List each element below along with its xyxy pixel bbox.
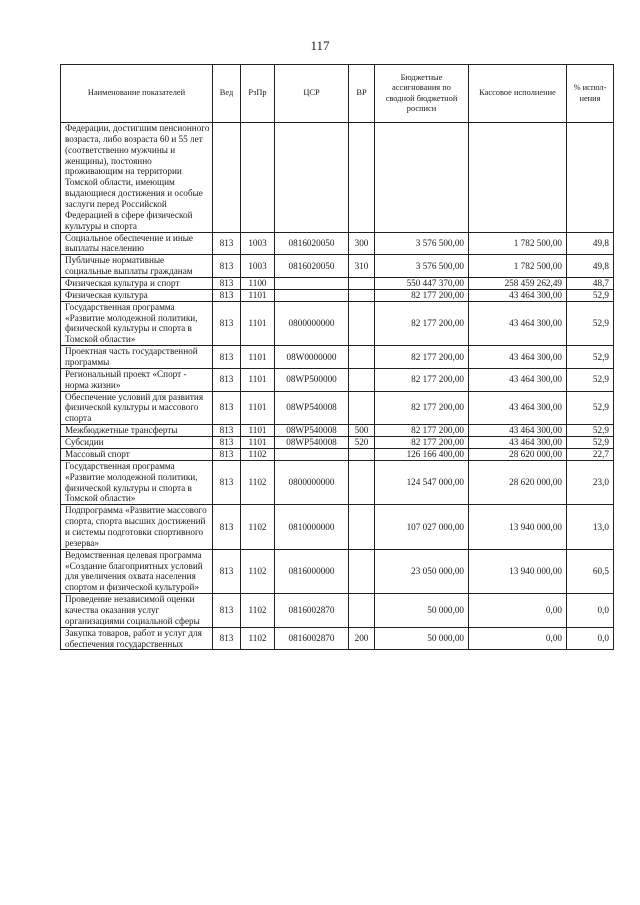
cell-rzpr: 1101 xyxy=(241,425,275,437)
cell-budget: 82 177 200,00 xyxy=(375,437,469,449)
cell-budget: 126 166 400,00 xyxy=(375,448,469,460)
cell-rzpr: 1102 xyxy=(241,549,275,593)
cell-name: Региональный проект «Спорт - норма жизни» xyxy=(61,368,213,391)
cell-vr xyxy=(349,346,375,369)
cell-csr: 0816002870 xyxy=(275,594,349,628)
table-row xyxy=(61,368,614,391)
table-row xyxy=(61,346,614,369)
cell-rzpr: 1101 xyxy=(241,391,275,425)
header-name: Наименование показателей xyxy=(61,65,213,123)
cell-percent: 52,9 xyxy=(567,301,614,345)
cell-ved: 813 xyxy=(213,505,241,549)
cell-budget: 124 547 000,00 xyxy=(375,460,469,504)
table-row xyxy=(61,425,614,437)
cell-ved: 813 xyxy=(213,391,241,425)
cell-budget: 23 050 000,00 xyxy=(375,549,469,593)
header-rzpr: РзПр xyxy=(241,65,275,123)
cell-ved: 813 xyxy=(213,368,241,391)
cell-vr xyxy=(349,594,375,628)
table-row xyxy=(61,437,614,449)
cell-cash: 43 464 300,00 xyxy=(469,437,567,449)
cell-percent xyxy=(567,123,614,233)
cell-rzpr: 1003 xyxy=(241,255,275,278)
cell-name: Публичные нормативные социальные выплаты гражданам xyxy=(61,255,213,278)
cell-cash: 28 620 000,00 xyxy=(469,460,567,504)
cell-percent: 52,9 xyxy=(567,437,614,449)
cell-percent: 0,0 xyxy=(567,594,614,628)
cell-rzpr: 1102 xyxy=(241,627,275,650)
cell-csr: 08WP500000 xyxy=(275,368,349,391)
cell-cash: 258 459 262,49 xyxy=(469,278,567,290)
cell-csr: 0800000000 xyxy=(275,301,349,345)
cell-vr xyxy=(349,289,375,301)
table-row xyxy=(61,255,614,278)
cell-ved: 813 xyxy=(213,594,241,628)
cell-ved: 813 xyxy=(213,346,241,369)
cell-csr: 0816000000 xyxy=(275,549,349,593)
cell-rzpr: 1101 xyxy=(241,346,275,369)
cell-cash: 28 620 000,00 xyxy=(469,448,567,460)
cell-vr: 500 xyxy=(349,425,375,437)
cell-cash: 1 782 500,00 xyxy=(469,255,567,278)
cell-ved: 813 xyxy=(213,289,241,301)
cell-ved xyxy=(213,123,241,233)
header-csr: ЦСР xyxy=(275,65,349,123)
cell-cash: 43 464 300,00 xyxy=(469,301,567,345)
cell-vr xyxy=(349,505,375,549)
cell-budget: 82 177 200,00 xyxy=(375,301,469,345)
cell-vr xyxy=(349,549,375,593)
cell-cash: 43 464 300,00 xyxy=(469,368,567,391)
cell-percent: 52,9 xyxy=(567,425,614,437)
cell-percent: 52,9 xyxy=(567,368,614,391)
table-row xyxy=(61,391,614,425)
table-row xyxy=(61,594,614,628)
cell-budget: 3 576 500,00 xyxy=(375,255,469,278)
cell-vr xyxy=(349,391,375,425)
cell-percent: 52,9 xyxy=(567,289,614,301)
cell-budget: 82 177 200,00 xyxy=(375,368,469,391)
cell-budget: 82 177 200,00 xyxy=(375,346,469,369)
cell-vr xyxy=(349,448,375,460)
cell-name: Социальное обеспечение и иные выплаты населению xyxy=(61,232,213,255)
cell-budget: 3 576 500,00 xyxy=(375,232,469,255)
cell-rzpr: 1102 xyxy=(241,594,275,628)
header-vr: ВР xyxy=(349,65,375,123)
cell-name: Проектная часть государственной программы xyxy=(61,346,213,369)
cell-budget xyxy=(375,123,469,233)
table-row xyxy=(61,505,614,549)
cell-vr: 310 xyxy=(349,255,375,278)
cell-csr: 0816020050 xyxy=(275,255,349,278)
cell-cash: 43 464 300,00 xyxy=(469,346,567,369)
cell-cash: 0,00 xyxy=(469,627,567,650)
cell-percent: 52,9 xyxy=(567,391,614,425)
cell-rzpr: 1101 xyxy=(241,289,275,301)
cell-vr xyxy=(349,368,375,391)
cell-csr: 08W0000000 xyxy=(275,346,349,369)
cell-cash: 43 464 300,00 xyxy=(469,425,567,437)
cell-vr: 200 xyxy=(349,627,375,650)
cell-rzpr: 1101 xyxy=(241,437,275,449)
cell-name: Подпрограмма «Развитие массового спорта, спорта высших достижений и системы подготовки спортивного резерва» xyxy=(61,505,213,549)
cell-cash: 1 782 500,00 xyxy=(469,232,567,255)
cell-vr xyxy=(349,301,375,345)
cell-csr: 08WP540008 xyxy=(275,391,349,425)
cell-csr xyxy=(275,289,349,301)
cell-percent: 48,7 xyxy=(567,278,614,290)
cell-vr: 300 xyxy=(349,232,375,255)
cell-ved: 813 xyxy=(213,627,241,650)
cell-name: Обеспечение условий для развития физической культуры и массового спорта xyxy=(61,391,213,425)
cell-name: Физическая культура и спорт xyxy=(61,278,213,290)
cell-ved: 813 xyxy=(213,278,241,290)
cell-csr: 0810000000 xyxy=(275,505,349,549)
cell-percent: 23,0 xyxy=(567,460,614,504)
cell-name: Физическая культура xyxy=(61,289,213,301)
cell-vr xyxy=(349,123,375,233)
cell-percent: 22,7 xyxy=(567,448,614,460)
cell-csr: 08WP540008 xyxy=(275,437,349,449)
cell-budget: 82 177 200,00 xyxy=(375,289,469,301)
table-row xyxy=(61,448,614,460)
table-row xyxy=(61,232,614,255)
cell-percent: 0,0 xyxy=(567,627,614,650)
cell-name: Проведение независимой оценки качества оказания услуг организациями социальной сферы xyxy=(61,594,213,628)
table-row xyxy=(61,289,614,301)
page-number: 117 xyxy=(310,38,330,53)
cell-vr xyxy=(349,460,375,504)
cell-rzpr: 1100 xyxy=(241,278,275,290)
cell-rzpr: 1102 xyxy=(241,505,275,549)
table-row xyxy=(61,301,614,345)
header-ved: Вед xyxy=(213,65,241,123)
cell-csr xyxy=(275,123,349,233)
table-row xyxy=(61,627,614,650)
cell-csr: 08WP540008 xyxy=(275,425,349,437)
cell-ved: 813 xyxy=(213,301,241,345)
cell-budget: 107 027 000,00 xyxy=(375,505,469,549)
cell-ved: 813 xyxy=(213,437,241,449)
cell-percent: 60,5 xyxy=(567,549,614,593)
cell-rzpr: 1101 xyxy=(241,301,275,345)
cell-csr: 0816002870 xyxy=(275,627,349,650)
cell-budget: 50 000,00 xyxy=(375,594,469,628)
cell-name: Федерации, достигшим пенсионного возраста, либо возраста 60 и 55 лет (соответственно мужчины и женщины), постоянно проживающим на территории Томской области, имеющим выдающиеся достижения и особые заслуги перед Российской Федерацией в сфере физической культуры и спорта xyxy=(61,123,213,233)
cell-rzpr: 1102 xyxy=(241,448,275,460)
cell-name: Государственная программа «Развитие молодежной политики, физической культуры и спорта в Томской области» xyxy=(61,460,213,504)
cell-name: Государственная программа «Развитие молодежной политики, физической культуры и спорта в Томской области» xyxy=(61,301,213,345)
cell-cash: 43 464 300,00 xyxy=(469,289,567,301)
cell-name: Межбюджетные трансферты xyxy=(61,425,213,437)
cell-ved: 813 xyxy=(213,232,241,255)
cell-vr: 520 xyxy=(349,437,375,449)
cell-budget: 50 000,00 xyxy=(375,627,469,650)
cell-ved: 813 xyxy=(213,460,241,504)
cell-percent: 52,9 xyxy=(567,346,614,369)
cell-csr xyxy=(275,448,349,460)
cell-cash: 0,00 xyxy=(469,594,567,628)
cell-rzpr: 1102 xyxy=(241,460,275,504)
cell-vr xyxy=(349,278,375,290)
cell-cash xyxy=(469,123,567,233)
cell-cash: 13 940 000,00 xyxy=(469,505,567,549)
table-row xyxy=(61,460,614,504)
cell-csr: 0800000000 xyxy=(275,460,349,504)
cell-percent: 49,8 xyxy=(567,232,614,255)
cell-name: Закупка товаров, работ и услуг для обеспечения государственных xyxy=(61,627,213,650)
cell-ved: 813 xyxy=(213,425,241,437)
budget-execution-table xyxy=(60,64,614,650)
cell-rzpr: 1003 xyxy=(241,232,275,255)
cell-budget: 82 177 200,00 xyxy=(375,391,469,425)
table-row xyxy=(61,549,614,593)
header-percent: % испол-нения xyxy=(567,65,614,123)
cell-budget: 82 177 200,00 xyxy=(375,425,469,437)
cell-cash: 13 940 000,00 xyxy=(469,549,567,593)
cell-ved: 813 xyxy=(213,255,241,278)
cell-csr: 0816020050 xyxy=(275,232,349,255)
cell-rzpr: 1101 xyxy=(241,368,275,391)
cell-ved: 813 xyxy=(213,448,241,460)
cell-name: Массовый спорт xyxy=(61,448,213,460)
table-header-row xyxy=(61,65,614,123)
cell-budget: 550 447 370,00 xyxy=(375,278,469,290)
table-row xyxy=(61,123,614,233)
cell-name: Ведомственная целевая программа «Создание благоприятных условий для увеличения охвата населения спортом и физической культурой» xyxy=(61,549,213,593)
cell-percent: 13,0 xyxy=(567,505,614,549)
table-row xyxy=(61,278,614,290)
cell-cash: 43 464 300,00 xyxy=(469,391,567,425)
cell-csr xyxy=(275,278,349,290)
header-cash: Кассовое исполнение xyxy=(469,65,567,123)
cell-rzpr xyxy=(241,123,275,233)
header-budget: Бюджетные ассигнования по сводной бюджетной росписи xyxy=(375,65,469,123)
cell-ved: 813 xyxy=(213,549,241,593)
cell-percent: 49,8 xyxy=(567,255,614,278)
cell-name: Субсидии xyxy=(61,437,213,449)
